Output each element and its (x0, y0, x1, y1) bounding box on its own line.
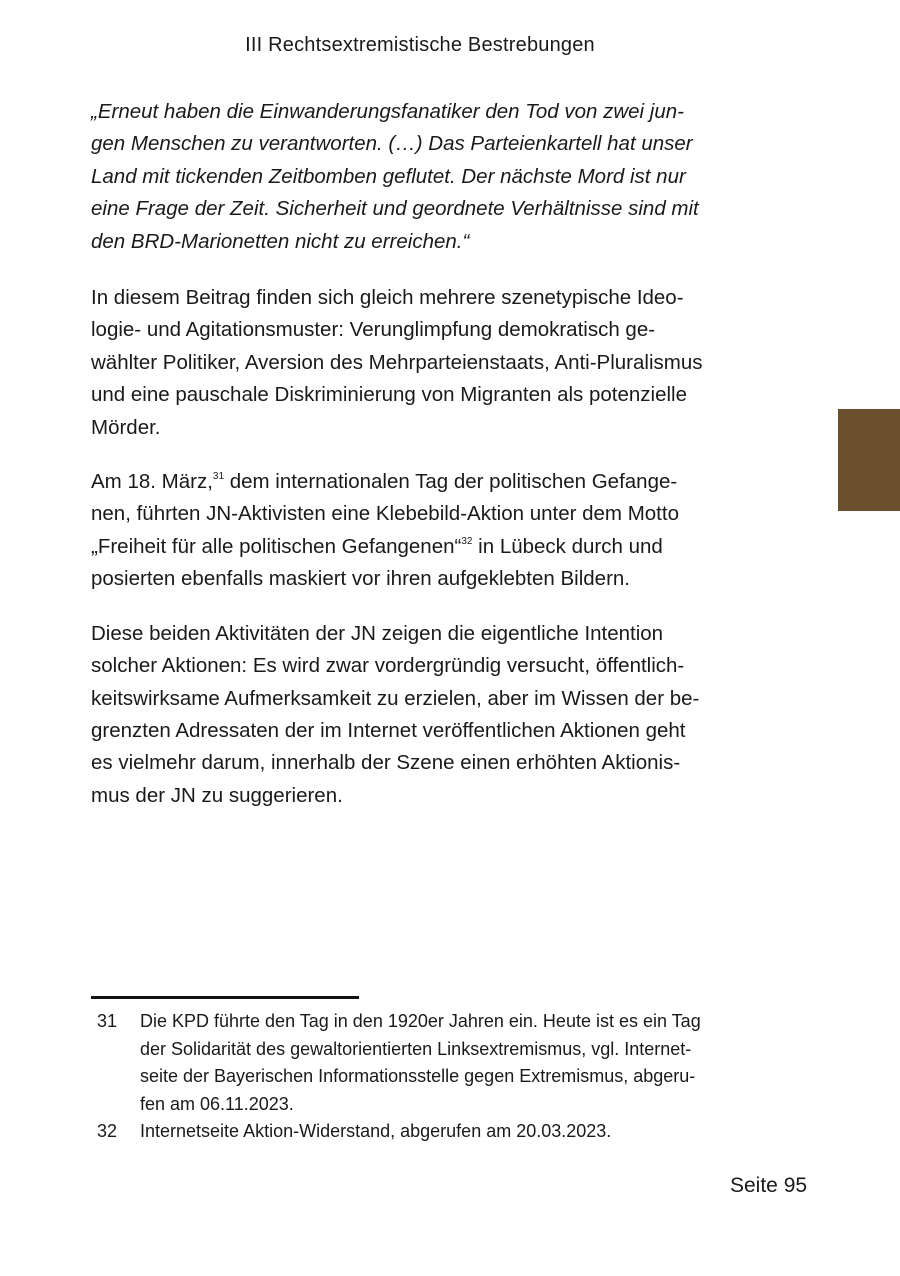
paragraph-line: wählter Politiker, Aversion des Mehrparteienstaats, Anti-Pluralismus (91, 350, 703, 374)
paragraph-line (91, 531, 751, 563)
page-number: Seite 95 (730, 1174, 808, 1197)
quote-line: den BRD-Marionetten nicht zu erreichen.“ (91, 229, 470, 253)
quote-line: gen Menschen zu verantworten. (…) Das Parteienkartell hat unser (91, 132, 693, 156)
paragraph-2 (91, 466, 751, 596)
paragraph-line: In diesem Beitrag finden sich gleich mehrere szenetypische Ideo- (91, 286, 684, 310)
paragraph-1 (91, 282, 751, 444)
footnote-line: Internetseite Aktion-Widerstand, abgerufen am 20.03.2023. (140, 1121, 612, 1141)
paragraph-text: „Freiheit für alle politischen Gefangenen“ (91, 534, 462, 558)
quote-block (91, 96, 751, 258)
footnote-line: fen am 06.11.2023. (140, 1093, 294, 1114)
footnote-line: Die KPD führte den Tag in den 1920er Jahren ein. Heute ist es ein Tag (140, 1011, 701, 1031)
paragraph-text: dem internationalen Tag der politischen Gefange- (224, 470, 678, 494)
paragraph-text: in Lübeck durch und (472, 534, 663, 558)
main-text (91, 96, 751, 834)
paragraph-line: Mörder. (91, 415, 161, 439)
footnote-divider (91, 996, 359, 999)
footnote-ref-31[interactable]: 31 (212, 471, 225, 483)
footnote-text (140, 1008, 701, 1118)
footnote-31 (91, 1008, 751, 1118)
quote-line: Land mit tickenden Zeitbomben geflutet. Der nächste Mord ist nur (91, 164, 686, 188)
paragraph-line: es vielmehr darum, innerhalb der Szene einen erhöhten Aktionis- (91, 751, 681, 775)
paragraph-line: nen, führten JN-Aktivisten eine Klebebild-Aktion unter dem Motto (91, 502, 679, 526)
footnote-ref-32[interactable]: 32 (461, 536, 473, 548)
chapter-tab-marker (838, 409, 900, 511)
quote-line: eine Frage der Zeit. Sicherheit und geordnete Verhältnisse sind mit (91, 197, 699, 221)
paragraph-line (91, 466, 751, 498)
paragraph-line: Diese beiden Aktivitäten der JN zeigen die eigentliche Intention (91, 621, 664, 645)
running-header: III Rechtsextremistische Bestrebungen (245, 34, 595, 56)
footnotes (91, 1008, 751, 1146)
paragraph-line: solcher Aktionen: Es wird zwar vordergründig versucht, öffentlich- (91, 654, 685, 678)
paragraph-text: Am 18. März, (91, 470, 213, 494)
footnote-line: der Solidarität des gewaltorientierten Linksextremismus, vgl. Internet- (140, 1038, 692, 1059)
footnote-line: seite der Bayerischen Informationsstelle gegen Extremismus, abgeru- (140, 1066, 696, 1086)
footnote-number: 31 (97, 1011, 118, 1031)
footnote-32 (91, 1118, 751, 1146)
footnote-text (140, 1118, 611, 1146)
paragraph-line: posierten ebenfalls maskiert vor ihren aufgeklebten Bildern. (91, 567, 630, 591)
paragraph-line: und eine pauschale Diskriminierung von Migranten als potenzielle (91, 383, 687, 407)
paragraph-line: logie- und Agitationsmuster: Verunglimpfung demokratisch ge- (91, 318, 656, 342)
paragraph-line: grenzten Adressaten der im Internet veröffentlichen Aktionen geht (91, 718, 686, 742)
paragraph-line: mus der JN zu suggerieren. (91, 783, 343, 807)
paragraph-3 (91, 618, 751, 812)
quote-line: „Erneut haben die Einwanderungsfanatiker den Tod von zwei jun- (91, 100, 684, 123)
paragraph-line: keitswirksame Aufmerksamkeit zu erzielen, aber im Wissen der be- (91, 686, 700, 710)
footnote-number: 32 (97, 1121, 118, 1141)
